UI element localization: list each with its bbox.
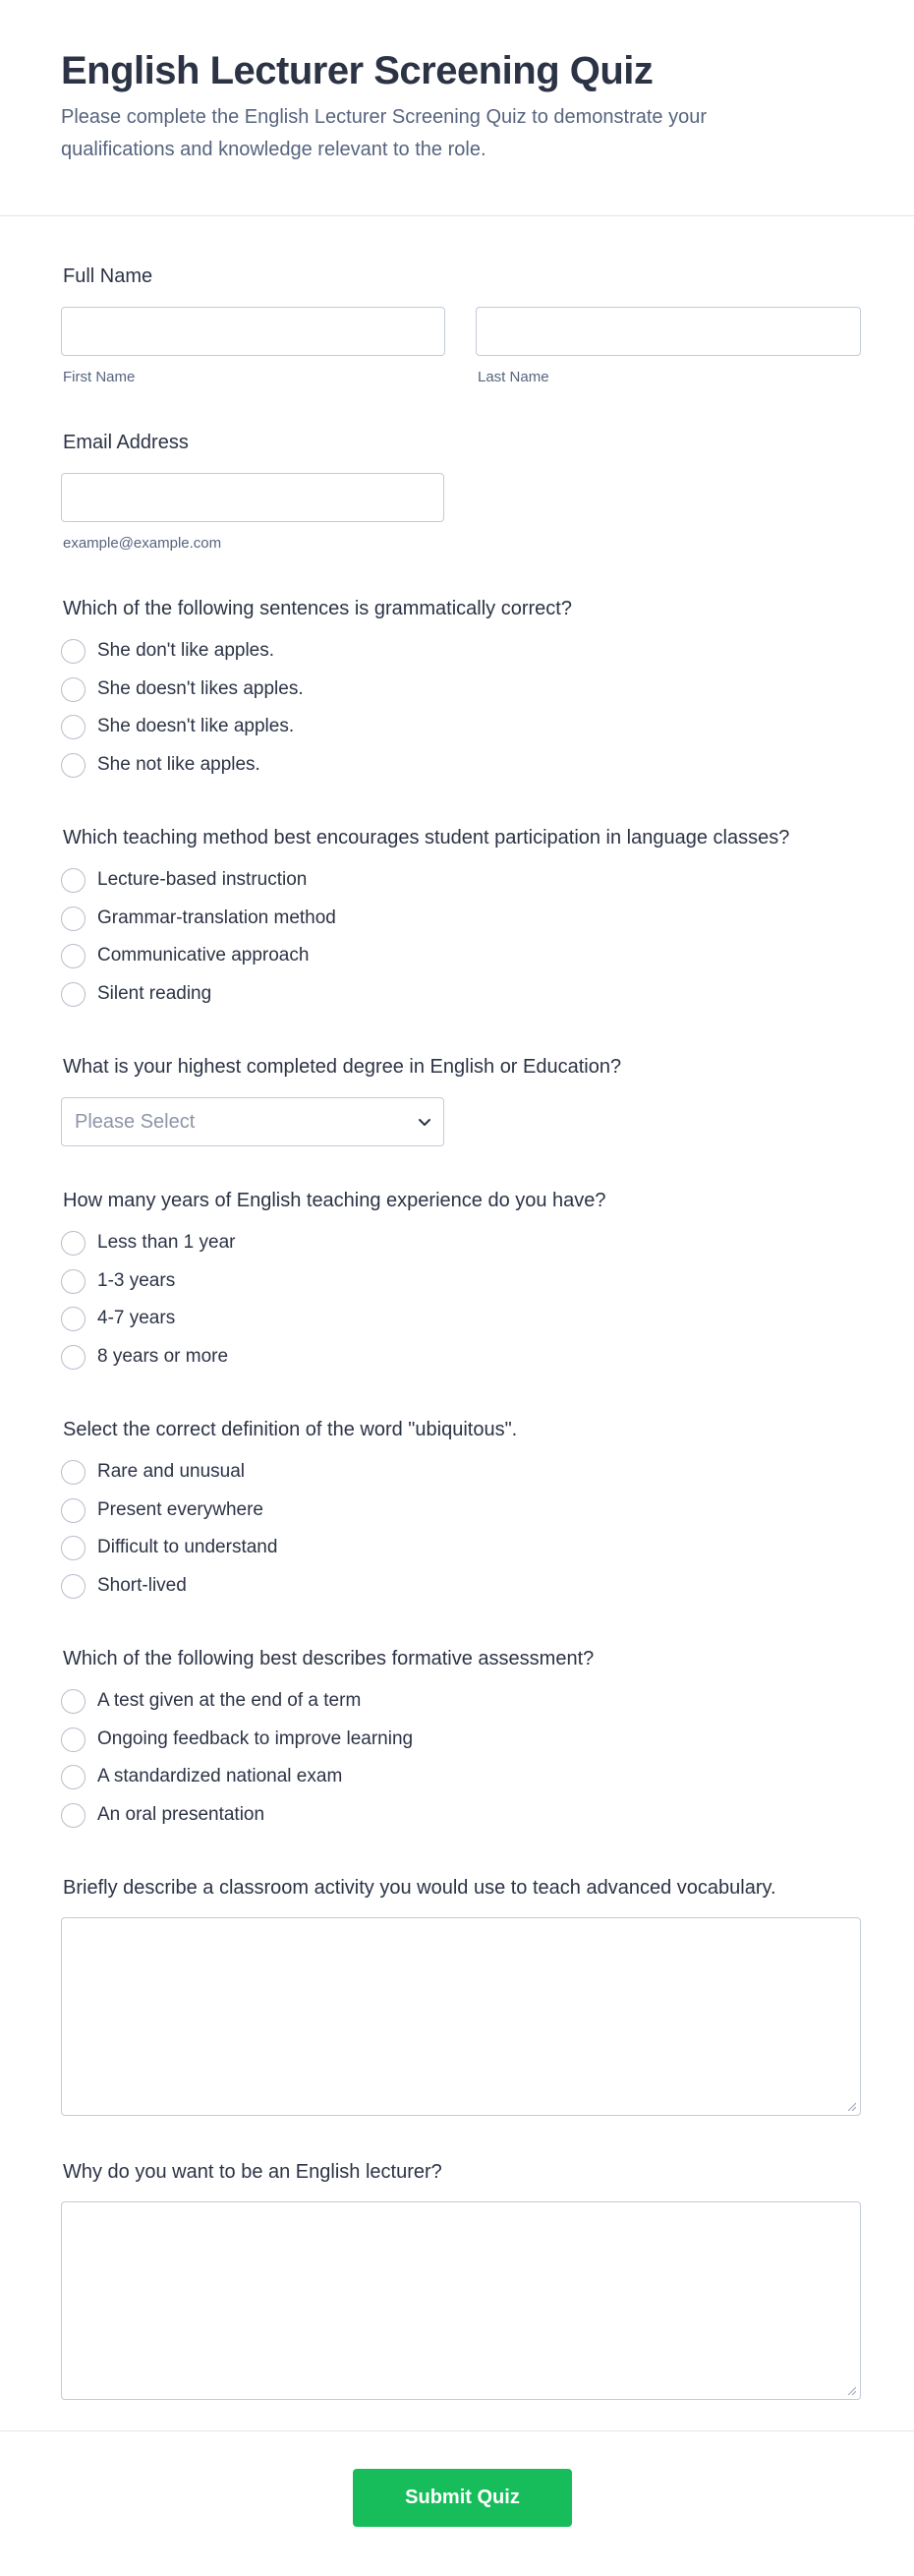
- submit-button[interactable]: Submit Quiz: [353, 2469, 572, 2527]
- q2-option[interactable]: [61, 865, 307, 895]
- form-header: [0, 0, 914, 216]
- q5-option[interactable]: [61, 1533, 277, 1562]
- q6-option-label: Ongoing feedback to improve learning: [97, 1728, 414, 1749]
- radio-button[interactable]: [61, 753, 86, 778]
- radio-button[interactable]: [61, 1460, 86, 1485]
- email-label: Email Address: [63, 432, 189, 453]
- radio-button[interactable]: [61, 1689, 86, 1714]
- form-footer: [0, 2430, 914, 2576]
- radio-button[interactable]: [61, 944, 86, 968]
- page-description: Please complete the English Lecturer Screening Quiz to demonstrate your qualifications and knowledge relevant to the role.: [61, 106, 708, 160]
- radio-button[interactable]: [61, 1574, 86, 1599]
- radio-button[interactable]: [61, 715, 86, 739]
- q1-option-label: She not like apples.: [97, 754, 260, 775]
- q1-option[interactable]: [61, 750, 260, 780]
- q5-option-label: Present everywhere: [97, 1499, 263, 1520]
- q4-option-label: 4-7 years: [97, 1308, 176, 1328]
- q4-option[interactable]: [61, 1228, 235, 1258]
- motivation-textarea[interactable]: [61, 2201, 861, 2400]
- q2-option-label: Communicative approach: [97, 945, 310, 966]
- q6-option[interactable]: [61, 1725, 413, 1754]
- radio-button[interactable]: [61, 1307, 86, 1331]
- email-input[interactable]: [61, 473, 444, 522]
- q6-option-label: An oral presentation: [97, 1804, 265, 1825]
- radio-button[interactable]: [61, 868, 86, 893]
- q5-label: Select the correct definition of the word "ubiquitous".: [63, 1419, 518, 1440]
- q7-label: Briefly describe a classroom activity you would use to teach advanced vocabulary.: [63, 1877, 776, 1899]
- email-sublabel: example@example.com: [63, 535, 222, 552]
- degree-select[interactable]: [61, 1097, 444, 1146]
- q6-option-label: A test given at the end of a term: [97, 1690, 362, 1711]
- radio-button[interactable]: [61, 1345, 86, 1370]
- radio-button[interactable]: [61, 907, 86, 931]
- q5-option[interactable]: [61, 1571, 187, 1601]
- last-name-input[interactable]: [476, 307, 861, 356]
- radio-button[interactable]: [61, 1765, 86, 1789]
- q5-option-label: Short-lived: [97, 1575, 187, 1596]
- q5-option[interactable]: [61, 1457, 245, 1487]
- q6-option[interactable]: [61, 1762, 342, 1791]
- q4-option[interactable]: [61, 1304, 175, 1333]
- q2-option[interactable]: [61, 904, 336, 933]
- first-name-input[interactable]: [61, 307, 445, 356]
- q4-label: How many years of English teaching experience do you have?: [63, 1190, 606, 1211]
- q1-option-label: She don't like apples.: [97, 640, 275, 661]
- radio-button[interactable]: [61, 1803, 86, 1828]
- vocabulary-activity-textarea[interactable]: [61, 1917, 861, 2116]
- radio-button[interactable]: [61, 677, 86, 702]
- q1-option-label: She doesn't like apples.: [97, 716, 295, 736]
- chevron-down-icon: [416, 1113, 433, 1131]
- q5-option-label: Rare and unusual: [97, 1461, 245, 1482]
- radio-button[interactable]: [61, 1727, 86, 1752]
- resize-grip-icon[interactable]: [846, 2385, 856, 2395]
- q4-option[interactable]: [61, 1266, 175, 1296]
- q4-option[interactable]: [61, 1342, 228, 1372]
- q3-label: What is your highest completed degree in English or Education?: [63, 1056, 622, 1078]
- q5-option-label: Difficult to understand: [97, 1537, 278, 1557]
- last-name-sublabel: Last Name: [478, 369, 549, 385]
- q6-option[interactable]: [61, 1800, 264, 1830]
- q2-option[interactable]: [61, 979, 211, 1009]
- q2-label: Which teaching method best encourages student participation in language classes?: [63, 827, 790, 849]
- first-name-sublabel: First Name: [63, 369, 136, 385]
- q8-label: Why do you want to be an English lecturer?: [63, 2161, 442, 2183]
- q1-option[interactable]: [61, 674, 304, 704]
- q1-label: Which of the following sentences is grammatically correct?: [63, 598, 572, 619]
- q4-option-label: 8 years or more: [97, 1346, 229, 1367]
- q6-label: Which of the following best describes formative assessment?: [63, 1648, 595, 1669]
- q6-option[interactable]: [61, 1686, 361, 1716]
- q2-option-label: Grammar-translation method: [97, 907, 336, 928]
- page-title: English Lecturer Screening Quiz: [61, 49, 654, 92]
- resize-grip-icon[interactable]: [846, 2101, 856, 2111]
- q2-option-label: Lecture-based instruction: [97, 869, 308, 890]
- radio-button[interactable]: [61, 1269, 86, 1294]
- q1-option[interactable]: [61, 712, 294, 741]
- full-name-label: Full Name: [63, 265, 153, 287]
- radio-button[interactable]: [61, 639, 86, 664]
- radio-button[interactable]: [61, 982, 86, 1007]
- q2-option-label: Silent reading: [97, 983, 212, 1004]
- q1-option[interactable]: [61, 636, 274, 666]
- q1-option-label: She doesn't likes apples.: [97, 678, 304, 699]
- q6-option-label: A standardized national exam: [97, 1766, 343, 1786]
- select-placeholder: Please Select: [75, 1111, 196, 1133]
- q5-option[interactable]: [61, 1495, 263, 1525]
- radio-button[interactable]: [61, 1498, 86, 1523]
- q2-option[interactable]: [61, 941, 309, 970]
- q4-option-label: Less than 1 year: [97, 1232, 236, 1253]
- radio-button[interactable]: [61, 1536, 86, 1560]
- radio-button[interactable]: [61, 1231, 86, 1256]
- q4-option-label: 1-3 years: [97, 1270, 176, 1291]
